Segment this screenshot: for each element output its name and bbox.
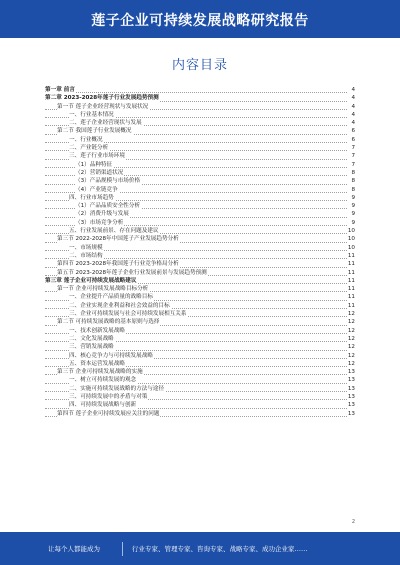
toc-entry-page: 4: [351, 103, 355, 110]
toc-entry-text: 四、行业市场趋势: [69, 194, 114, 201]
footer-slogan-left: 让每个人都能成为: [48, 545, 100, 553]
toc-entry-page: 13: [347, 369, 355, 376]
toc-entry-page: 8: [351, 186, 355, 193]
toc-entry-page: 11: [347, 269, 355, 276]
toc-entry-page: 9: [351, 219, 355, 226]
toc-entry-text: 第三章 莲子企业可持续发展战略建议: [45, 277, 137, 284]
toc-entry-text: 第四节 2023-2028年我国莲子行业竞争格局分析: [57, 261, 179, 268]
toc-entry-text: 第一节 企业可持续发展战略目标分析: [57, 286, 149, 293]
toc-entry-page: 7: [351, 161, 355, 168]
toc-entry-page: 10: [347, 244, 355, 251]
toc-entry-page: 6: [351, 136, 355, 143]
toc-entry-page: 12: [347, 327, 355, 334]
toc-entry-text: （3）市场竞争分析: [75, 219, 124, 226]
toc-entry-text: 二、文化发展战略: [69, 335, 114, 342]
toc-entry-page: 12: [347, 344, 355, 351]
toc-entry-text: 二、实施可持续发展战略的方法与途径: [69, 385, 165, 392]
toc-entry-page: 11: [347, 286, 355, 293]
toc-entry-page: 7: [351, 153, 355, 160]
toc-entry-page: 9: [351, 211, 355, 218]
toc-entry-text: 三、营销发展战略: [69, 344, 114, 351]
toc-entry-page: 13: [347, 393, 355, 400]
toc-entry-text: 三、可持续发展中的矛盾与对策: [69, 393, 148, 400]
toc-entry-page: 9: [351, 194, 355, 201]
toc-entry-text: 第二章 2023-2028年莲子行业发展趋势预测: [45, 95, 159, 102]
toc-entry-page: 12: [347, 335, 355, 342]
toc-entry-text: 第一节 莲子企业经营现状与发展状况: [57, 103, 149, 110]
toc-entry-text: 二、市场结构: [69, 252, 103, 259]
toc-entry-page: 13: [347, 377, 355, 384]
toc-entry-page: 9: [351, 203, 355, 210]
toc-entry-page: 12: [347, 319, 355, 326]
page-number: 2: [351, 519, 355, 525]
toc-entry-text: （4）产业链竞争: [75, 186, 118, 193]
toc-entry-page: 13: [347, 402, 355, 409]
toc-entry-text: 二、莲子企业经营现状与发展: [69, 120, 142, 127]
toc-entry-text: 第四节 莲子企业可持续发展应关注的问题: [57, 410, 160, 417]
toc-entry-page: 4: [351, 111, 355, 118]
toc-entry-text: 第二节 我国莲子行业发展概况: [57, 128, 132, 135]
toc-entry-text: 一、市场规模: [69, 244, 103, 251]
toc-entry-page: 12: [347, 360, 355, 367]
toc-entry-page: 11: [347, 277, 355, 284]
toc-entry-text: 四、核心竞争力与可持续发展战略: [69, 352, 153, 359]
page-footer: [0, 532, 400, 565]
toc-entry-page: 11: [347, 294, 355, 301]
toc-entry-text: 一、企业提升产品质量的战略目标: [69, 294, 153, 301]
toc-entry-text: 三、企业可持续发展与社会可持续发展相互关系: [69, 311, 187, 318]
toc-entry-page: 4: [351, 95, 355, 102]
toc-entry-page: 11: [347, 302, 355, 309]
table-of-contents: [45, 86, 355, 418]
toc-entry-page: 12: [347, 352, 355, 359]
toc-entry-page: 8: [351, 169, 355, 176]
toc-entry-text: 二、企业实现企业利益和社会效益的目标: [69, 302, 170, 309]
toc-entry-text: 一、行业基本情况: [69, 111, 114, 118]
document-title: 莲子企业可持续发展战略研究报告: [91, 13, 309, 29]
toc-entry-text: （2）营销渠道状况: [75, 169, 124, 176]
toc-entry-text: 五、行业发展前景、存在问题及建议: [69, 228, 159, 235]
toc-entry-page: 4: [351, 87, 355, 93]
toc-entry-page: 13: [347, 385, 355, 392]
toc-entry-text: 第三节 企业可持续发展战略的实施: [57, 369, 143, 376]
toc-entry-text: 一、行业概况: [69, 136, 103, 143]
footer-slogan-right: 行业专家、管理专家、咨询专家、战略专家、成功企业家……: [132, 545, 308, 553]
toc-entry-text: 一、树立可持续发展的观念: [69, 377, 137, 384]
toc-entry-text: 三、莲子行业市场环境: [69, 153, 125, 160]
toc-entry-page: 6: [351, 128, 355, 135]
toc-entry-text: 一、技术创新发展战略: [69, 327, 125, 334]
toc-entry[interactable]: [45, 410, 355, 418]
toc-entry-page: 10: [347, 236, 355, 243]
toc-entry-page: 7: [351, 145, 355, 152]
page-header: [0, 0, 400, 38]
toc-entry-text: （2）消费升级与发展: [75, 211, 129, 218]
toc-entry-text: 第二节 可持续发展战略的基本原则与选择: [57, 319, 160, 326]
toc-entry-text: 五、资本运营发展战略: [69, 360, 125, 367]
toc-entry-text: 二、产业链分析: [69, 145, 109, 152]
toc-entry-page: 10: [347, 228, 355, 235]
toc-entry-page: 11: [347, 252, 355, 259]
toc-entry-page: 8: [351, 178, 355, 185]
toc-entry-text: 第三节 2022-2028年中国莲子产业发展趋势分析: [57, 236, 179, 243]
toc-entry-page: 12: [347, 311, 355, 318]
toc-entry-text: 四、可持续发展战略与创新: [69, 402, 137, 409]
footer-divider: [122, 542, 123, 556]
toc-entry-text: 第五节 2023-2028年莲子企业行业发展前景与发展趋势预测: [57, 269, 207, 276]
toc-entry-page: 4: [351, 120, 355, 127]
toc-entry-text: （1）品种特征: [75, 161, 113, 168]
toc-entry-text: （1）产品品质安全性分析: [75, 203, 141, 210]
toc-title: 内容目录: [171, 58, 228, 73]
toc-entry-text: （3）产品规模与市场价格: [75, 178, 141, 185]
toc-entry-page: 13: [347, 410, 355, 417]
toc-entry-page: 11: [347, 261, 355, 268]
toc-entry-text: 第一章 前言: [45, 87, 75, 93]
